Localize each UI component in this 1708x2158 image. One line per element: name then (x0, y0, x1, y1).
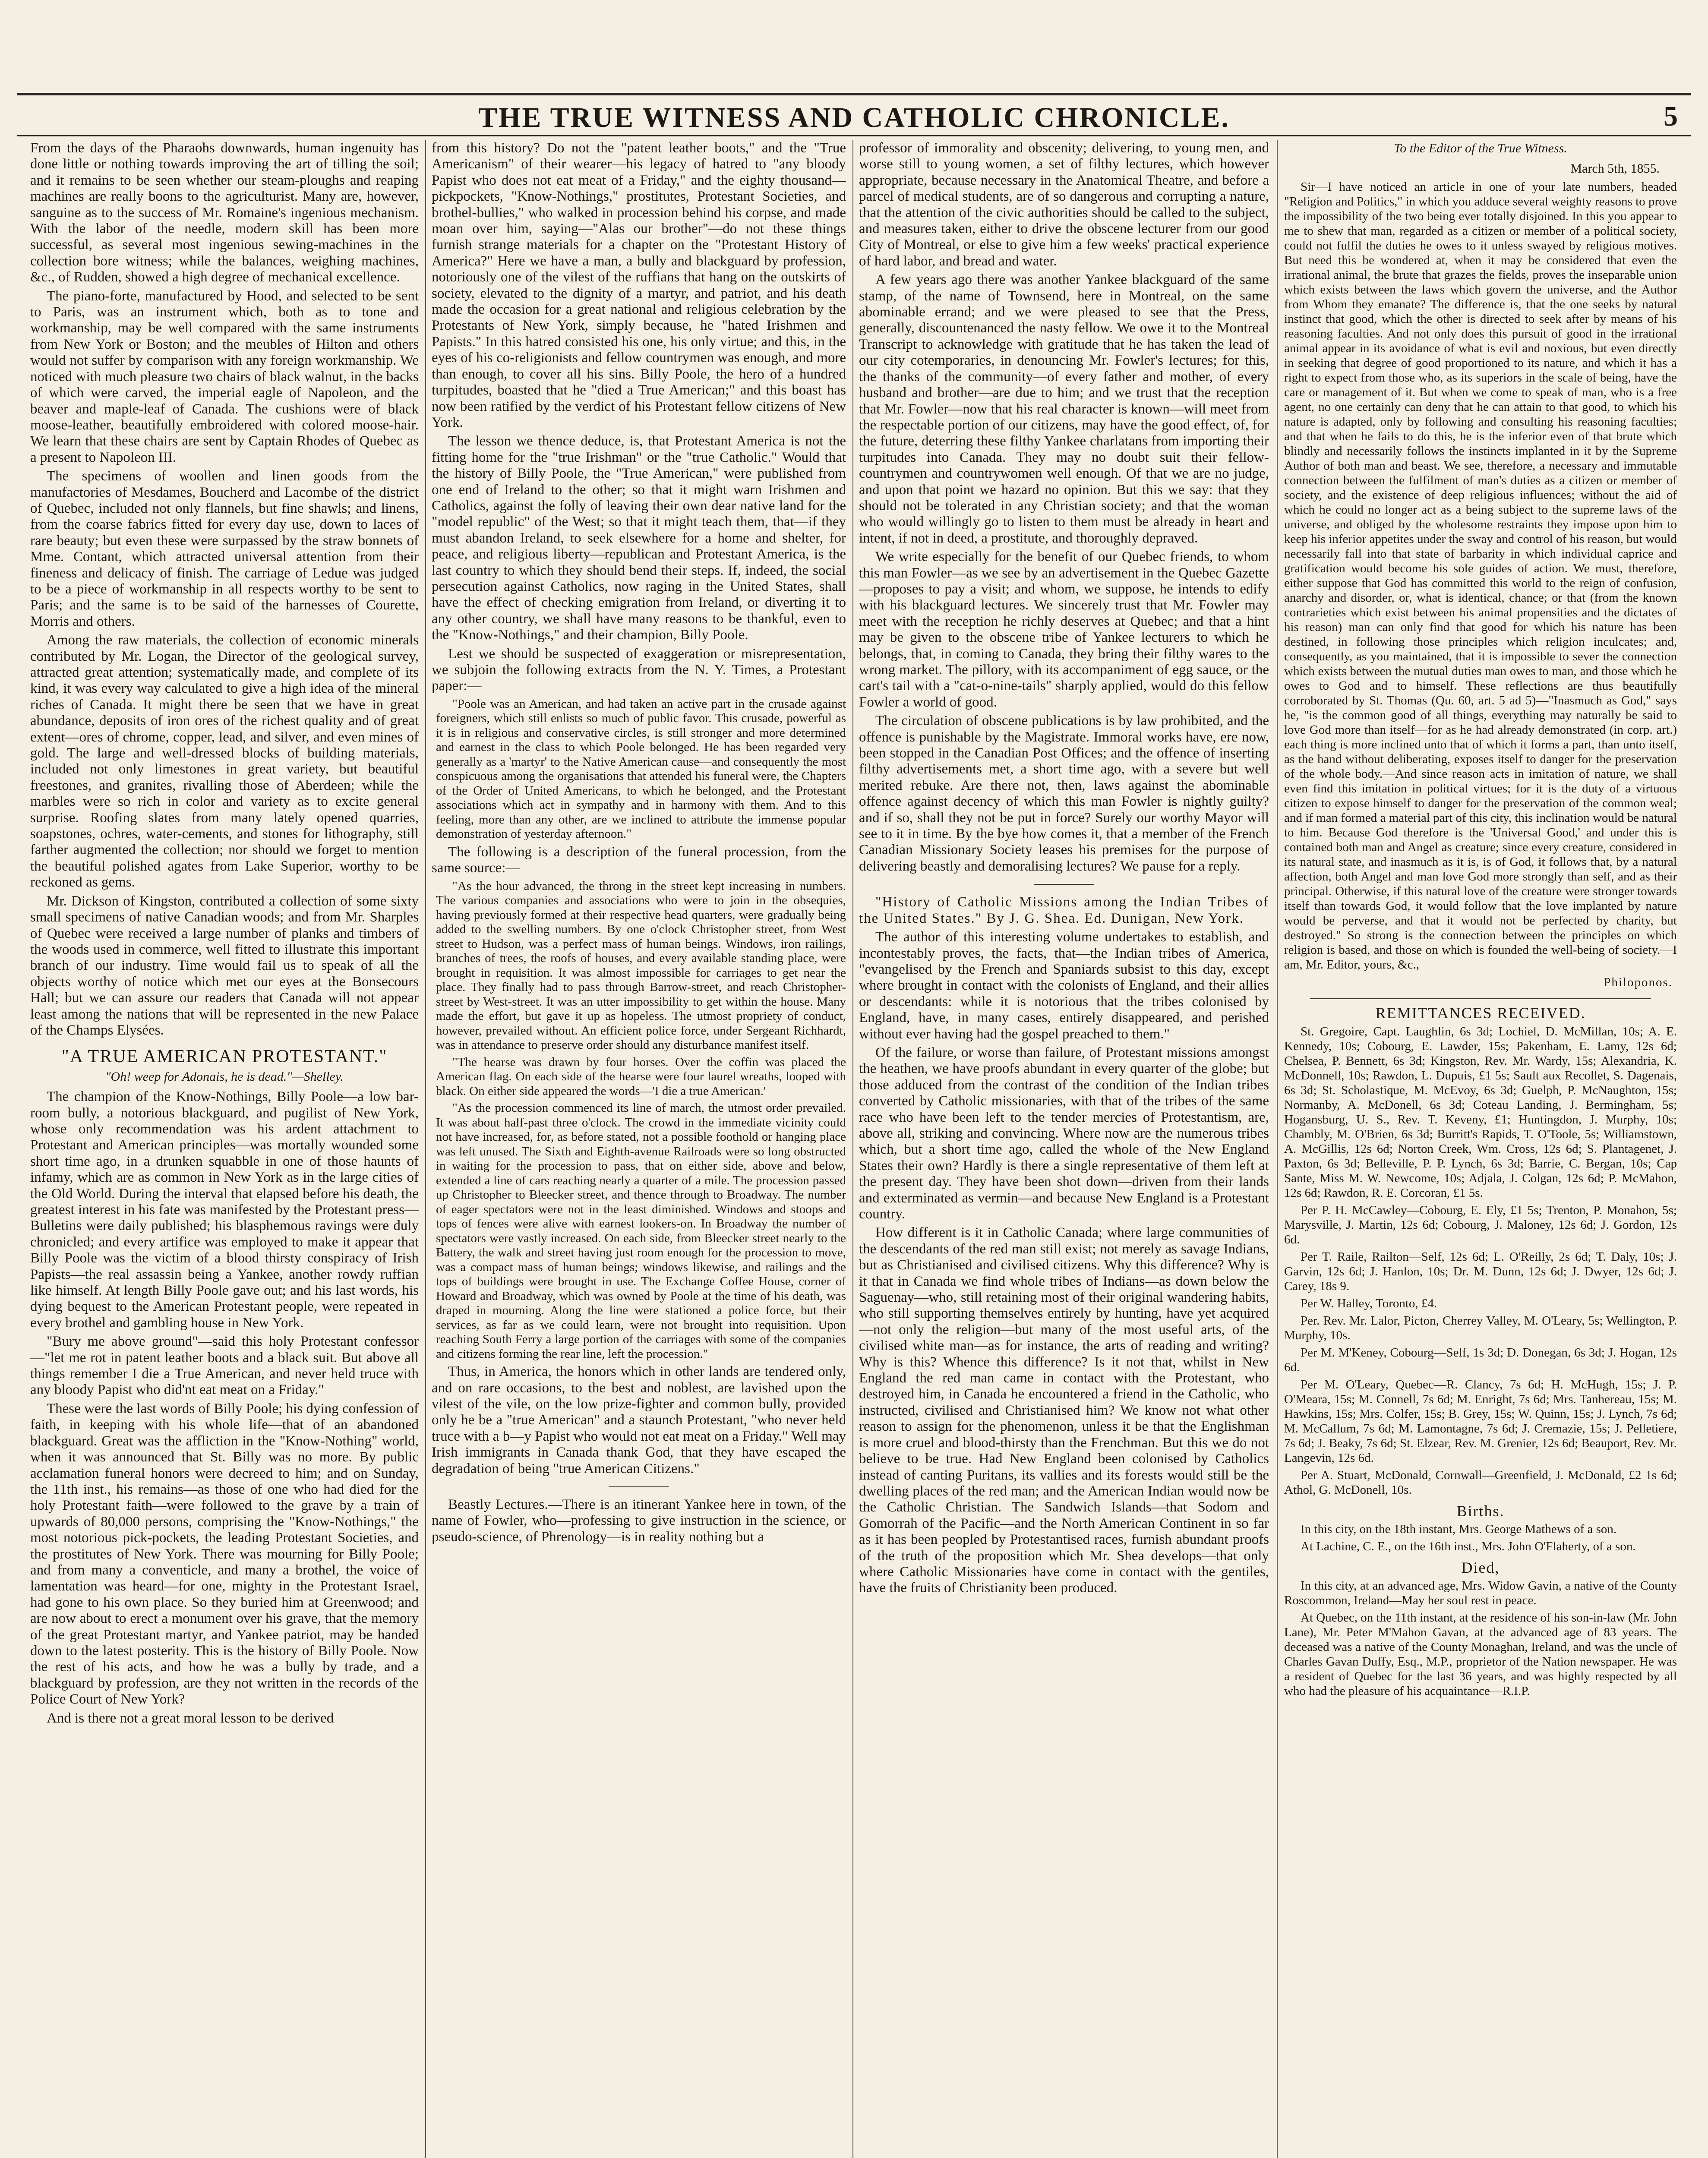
letter-signature: Philoponos. (1604, 975, 1673, 989)
column-1 (30, 140, 419, 2158)
column-divider (1277, 140, 1278, 2158)
remittance-entry: Per W. Halley, Toronto, £4. (1301, 1296, 1437, 1310)
remittances-heading: REMITTANCES RECEIVED. (1375, 1004, 1586, 1022)
death-notice: In this city, at an advanced age, Mrs. Widow Gavin, a native of the County Roscommon, Ireland—May her soul rest in peace. (1284, 1579, 1677, 1608)
column-2 (432, 140, 846, 2158)
quoted-extract: "As the hour advanced, the throng in the street kept increasing in numbers. The various companies and associations who were to join in the obsequies, having previously formed at their respective head quarters, were gradually being added to the swelling numbers. By one o'clock Christopher street, from West street to Hudson, was a perfect mass of human beings. Windows, iron railings, branches of trees, the roofs of houses, and every available standing place, were brought in requisition. It was almost impossible for carriages to get near the place. They finally had to pass through Barrow-street, and reach Christopher-street by West-street. It was an utter impossibility to get within the house. Many made the effort, but gave it up as hopeless. The utmost propriety of conduct, however, prevailed without. An efficient police force, under Sergeant Richhardt, was in attendance to preserve order should any disturbance manifest itself. (436, 879, 846, 1052)
article-paragraph: Lest we should be suspected of exaggeration or misrepresentation, we subjoin the following extracts from the N. Y. Times, a Protestant paper:— (432, 646, 846, 694)
article-paragraph: A few years ago there was another Yankee blackguard of the same stamp, of the name of Townsend, here in Montreal, on the same abominable errand; and we were pleased to see that the Press, generally, discountenanced the nasty fellow. We owe it to the Montreal Transcript to acknowledge with gratitude that he has taken the lead of our city cotemporaries, in denouncing Mr. Fowler's lectures; for this, the thanks of the community—of every father and mother, of every husband and brother—are due to him; and we trust that the reception that Mr. Fowler—now that his real character is known—will meet from the respectable portion of our citizens, may have the good effect, of, for the future, deterring these filthy Yankee charlatans from importing their turpitudes into Canada. They may no doubt suit their fellow-countrymen and countrywomen well enough. Of that we are no judge, and upon that point we hazard no opinion. But this we say: that they should not be tolerated in any Christian society; and that the woman who would willingly go to listen to them must be already in heart and intent, if not in deed, a prostitute, and thoroughly depraved. (859, 272, 1269, 546)
page-number: 5 (1664, 101, 1678, 132)
deaths-heading: Died, (1461, 1559, 1500, 1577)
epigraph: "Oh! weep for Adonais, he is dead."—Shelley. (105, 1069, 344, 1084)
remittance-entry: Per A. Stuart, McDonald, Cornwall—Greenfield, J. McDonald, £2 1s 6d; Athol, G. McDonell, 10s. (1284, 1468, 1677, 1497)
remittance-entry: Per M. M'Keney, Cobourg—Self, 1s 3d; D. Donegan, 6s 3d; J. Hogan, 12s 6d. (1284, 1345, 1677, 1374)
article-paragraph: The piano-forte, manufactured by Hood, and selected to be sent to Paris, was an instrument which, both as to tone and workmanship, may be well compared with the same instruments from New York or Boston; and the meubles of Hilton and others would not suffer by comparison with any foreign workmanship. We noticed with much pleasure two chairs of black walnut, in the backs of which were carved, the imperial eagle of Napoleon, and the beaver and maple-leaf of Canada. The cushions were of black moose-leather, beautifully embroidered with colored moose-hair. We learn that these chairs are sent by Captain Rhodes of Quebec as a present to Napoleon III. (30, 288, 419, 465)
article-heading: "A TRUE AMERICAN PROTESTANT." (61, 1047, 388, 1067)
article-paragraph: Beastly Lectures.—There is an itinerant Yankee here in town, of the name of Fowler, who—professing to give instruction in the science, or pseudo-science, of Phrenology—is in reality nothing but a (432, 1496, 846, 1545)
remittance-entry: Per T. Raile, Railton—Self, 12s 6d; L. O'Reilly, 2s 6d; T. Daly, 10s; J. Garvin, 12s 6d; J. Hanlon, 10s; Dr. M. Dunn, 12s 6d; J. Dwyer, 12s 6d; J. Carey, 18s 9. (1284, 1249, 1677, 1293)
birth-notice: In this city, on the 18th instant, Mrs. George Mathews of a son. (1301, 1522, 1617, 1536)
column-divider (852, 140, 853, 2158)
article-paragraph: from this history? Do not the "patent leather boots," and the "True Americanism" of their wearer—his legacy of hatred to "any bloody Papist who does not eat meat of a Friday," and the eighty thousand—pickpockets, "Know-Nothings," prostitutes, Protestant Societies, and brothel-bullies," who walked in procession behind his corpse, and made moan over him, saying—"Alas our brother"—do not these things furnish strange materials for a chapter on the "Protestant History of America?" Here we have a man, a bully and blackguard by profession, notoriously one of the vilest of the ruffians that hang on the outskirts of society, elevated to the dignity of a martyr, and patriot, and his death made the occasion for a great national and religious celebration by the Protestants of New York, simply because, he "hated Irishmen and Papists." In this hatred consisted his one, his only virtue; and this, in the eyes of his co-religionists and fellow countrymen was enough, and more than enough, to cover all his sins. Billy Poole, the hero of a hundred turpitudes, boasted that he "died a True American;" and this boast has now been ratified by the verdict of his Protestant fellow citizens of New York. (432, 140, 846, 430)
remittance-entry: Per P. H. McCawley—Cobourg, E. Ely, £1 5s; Trenton, P. Monahon, 5s; Marysville, J. Martin, 12s 6d; Cobourg, J. Maloney, 12s 6d; J. Gordon, 12s 6d. (1284, 1203, 1677, 1246)
births-heading: Births. (1456, 1502, 1505, 1520)
letter-date: March 5th, 1855. (1570, 161, 1660, 176)
letter-body: Sir—I have noticed an article in one of your late numbers, headed "Religion and Politics," in which you adduce several weighty reasons to prove the impossibility of the two being ever totally disjoined. In this you appear to me to shew that man, regarded as a citizen or member of a political society, could not fulfil the duties he owes to it unless swayed by religious motives. But need this be wondered at, when it may be considered that even the irrational animal, the brute that grazes the fields, proves the inseparable union which exists between the laws which govern the universe, and the Author from Whom they emanate? The difference is, that the one seeks by natural instinct that good, which the other is directed to seek after by means of his reasoning faculties. And not only does this pursuit of good in the irrational animal appear in its avoidance of what is evil and noxious, but even directly in seeking that degree of good proportioned to its nature, and which it has a right to expect from those who, as its superiors in the scale of being, have the care or management of it. But when we come to speak of man, who is a free agent, no one certainly can deny that he can attain to that good, to which his nature is adapted, only by following and consulting his reasoning faculties; and that when he fails to do this, he is the inferior even of that brute which blindly and necessarily follows the instincts implanted in it by the Supreme Author of both man and beast. We see, therefore, a necessary and immutable connection between the fulfilment of man's duties as a citizen or member of society, and the existence of deep religious influences; without the aid of which he could no longer act as a being subject to the supreme laws of the universe, and obliged by the wholesome restraints they impose upon him to keep his inferior appetites under the sway and control of his reason, but would necessarily fall into that state of barbarity in which individual caprice and gratification would become his sole guides of action. We must, therefore, either suppose that God has committed this world to the reign of confusion, anarchy and disorder, or, what is identical, chance; or that (from the known contrarieties which exist between his animal propensities and the dictates of his reason) man can only find that good for which his nature has been destined, in following those principles which religion inculcates; and, consequently, as you maintained, that it is impossible to sever the connection which exists between the mutual duties man owes to man, and those which he owes to God and to himself. These reflections are thus beautifully corroborated by St. Thomas (Qu. 60, art. 5 ad 5)—"Inasmuch as God," says he, "is the common good of all things, everything may naturally be said to love God more than itself—for as he had already demonstrated (in corp. art.) each thing is more inclined unto that of which it forms a part, than unto itself, as the hand without deliberating, exposes itself to danger for the preservation of the whole body.—And since reason acts in imitation of nature, we shall even find this imitation in political virtues; for it is the duty of a virtuous citizen to expose himself to danger for the preservation of the common weal; and if man formed a material part of this city, this inclination would be natural to him. Because God therefore is the 'Universal Good,' and under this is contained both man and Angel as creature; since every creature, considered in its natural state, and inasmuch as it is, is of God, it follows that, by a natural affection, both Angel and man love God more strongly than self, and as their principal. Otherwise, if this natural love of the creature were stronger towards itself than towards God, it would follow that the love implanted by nature would be perverse, and that it would not be perfected by charity, but destroyed." So strong is the connection between the principles on which religion is based, and those on which is founded the well-being of society.—I am, Mr. Editor, yours, &c., (1284, 180, 1677, 972)
birth-notice: At Lachine, C. E., on the 16th inst., Mrs. John O'Flaherty, of a son. (1301, 1540, 1636, 1554)
remittance-entry: St. Gregoire, Capt. Laughlin, 6s 3d; Lochiel, D. McMillan, 10s; A. E. Kennedy, 10s; Cobourg, E. Lawder, 15s; Pakenham, E. Lamy, 12s 6d; Chelsea, P. Bennett, 6s 3d; Kingston, Rev. Mr. Wardy, 15s; Alexandria, K. McDonnell, 10s; Rawdon, L. Dupuis, £1 5s; Sault aux Recollet, S. Dagenais, 6s 3d; St. Scholastique, M. McEvoy, 6s 3d; Guelph, P. McNaughton, 15s; Normanby, A. McDonell, 6s 3d; Coteau Landing, J. Bermingham, 5s; Hogansburg, U. S., Rev. T. Keveny, £1; Huntingdon, J. Murphy, 10s; Chambly, M. O'Brien, 6s 3d; Burritt's Rapids, T. O'Toole, 5s; Williamstown, A. McGillis, 12s 6d; Norton Creek, Wm. Cross, 12s 6d; S. Plantagenet, J. Paxton, 6s 3d; Belleville, P. P. Lynch, 6s 3d; Barrie, C. Bergan, 10s; Cap Sante, Miss M. W. Newcome, 10s; Adjala, J. Colgan, 12s 6d; P. McMahon, 12s 6d; Rawdon, R. E. Corcoran, £1 5s. (1284, 1024, 1677, 1200)
quoted-extract: "The hearse was drawn by four horses. Over the coffin was placed the American flag. On each side of the hearse were four laurel wreaths, looped with black. On either side appeared the words—'I die a true American.' (436, 1055, 846, 1098)
article-paragraph: The lesson we thence deduce, is, that Protestant America is not the fitting home for the "true Irishman" or the "true Catholic." Would that the history of Billy Poole, the "True American," were published from one end of Ireland to the other; so that it might warn Irishmen and Catholics, against the folly of leaving their own dear native land for the "model republic" of the West; so that it might teach them, that—if they must abandon Ireland, to seek elsewhere for a home and shelter, for peace, and religious liberty—republican and Protestant America, is the last country to which they should bend their steps. If, indeed, the social persecution against Catholics, now raging in the United States, shall have the effect of checking emigration from Ireland, or diverting it to any other country, we shall have many reasons to be thankful, even to the "Know-Nothings," and their champion, Billy Poole. (432, 433, 846, 643)
article-paragraph: Of the failure, or worse than failure, of Protestant missions amongst the heathen, we have proofs abundant in every quarter of the globe; but those adduced from the contrast of the condition of the Indian tribes converted by Catholic missionaries, with that of the tribes of the same race who have been left to the tender mercies of Protestantism, are, above all, striking and convincing. Where now are the numerous tribes which, but a short time ago, called the whole of the New England States their own? Hardly is there a single representative of them left at the present day. They have been shot down—driven from their lands and exterminated as vermin—and because New England is a Protestant country. (859, 1044, 1269, 1222)
article-paragraph: The specimens of woollen and linen goods from the manufactories of Mesdames, Boucherd and Lacombe of the district of Quebec, included not only flannels, but fine shawls; and linens, from the coarse fabrics fitted for every day use, down to laces of rare beauty; but even these were surpassed by the straw bonnets of Mme. Contant, which attracted universal attention from their fineness and delicacy of finish. The carriage of Ledue was judged to be a piece of workmanship in all respects worthy to be sent to Paris; and the same is to be said of the harnesses of Courette, Morris and others. (30, 468, 419, 629)
letter-address: To the Editor of the True Witness. (1394, 141, 1567, 155)
article-paragraph: Thus, in America, the honors which in other lands are tendered only, and on rare occasions, to the best and noblest, are lavished upon the vilest of the vile, on the low prize-fighter and common bully, provided only he be a "true American" and a staunch Protestant, "who never held truce with a b—y Papist who would not eat meat on a Friday." Well may Irish immigrants in Canada thank God, that they have escaped the degradation of being "true American Citizens." (432, 1364, 846, 1477)
article-paragraph: Mr. Dickson of Kingston, contributed a collection of some sixty small specimens of native Canadian woods; and from Mr. Sharples of Quebec were received a large number of planks and timbers of the woods used in commerce, well fitted to illustrate this important branch of our industry. Time would fail us to speak of all the objects worthy of notice which met our eyes at the Bonsecours Hall; but we can assure our readers that Canada will not appear least among the nations that will be represented in the new Palace of the Champs Elysées. (30, 893, 419, 1038)
article-paragraph: professor of immorality and obscenity; delivering, to young men, and worse still to young women, a set of filthy lectures, which however appropriate, because necessary in the Anatomical Theatre, and before a parcel of medical students, are of so dangerous and corrupting a nature, that the attention of the civic authorities should be called to the subject, and measures taken, either to drive the obscene lecturer from our good City of Montreal, or else to give him a few weeks' practical experience of hard labor, and bread and water. (859, 140, 1269, 269)
column-3 (859, 140, 1269, 2158)
top-rule (17, 93, 1691, 95)
article-paragraph: From the days of the Pharaohs downwards, human ingenuity has done little or nothing towards improving the art of tilling the soil; and it remains to be seen whether our steam-ploughs and reaping machines are really boons to the agriculturist. Many are, however, sanguine as to the success of Mr. Romaine's ingenious mechanism. With the labor of the needle, modern skill has been more successful, as several most ingenious sewing-machines in the collection bore witness; while the balances, weighing machines, &c., of Rudden, showed a high degree of mechanical excellence. (30, 140, 419, 285)
article-paragraph: "Bury me above ground"—said this holy Protestant confessor—"let me rot in patent leather boots and a black suit. But above all things remember I die a True American, and never held truce with any bloody Papist who did'nt eat meat on a Friday." (30, 1334, 419, 1398)
article-paragraph: These were the last words of Billy Poole; his dying confession of faith, in keeping with his whole life—that of an abandoned blackguard. Great was the affliction in the "Know-Nothing" world, when it was announced that St. Billy was no more. By public acclamation funeral honors were decreed to him; and on Sunday, the 11th inst., his remains—as those of one who had died for the holy Protestant faith—were followed to the grave by a train of upwards of 80,000 persons, comprising the "Know-Nothings," the most notorious pick-pockets, the leading Protestant Societies, and the prostitutes of New York. There was mourning for Billy Poole; and from many a conventicle, and many a brothel, the voice of lamentation was heard—for one, mighty in the Protestant Israel, had gone to his own place. So they buried him at Greenwood; and are now about to erect a monument over his grave, that the memory of the great Protestant martyr, and Yankee patriot, may be handed down to the latest posterity. This is the history of Billy Poole. Now the rest of his acts, and how he was a bully by trade, and a blackguard by profession, are they not written in the records of the Police Court of New York? (30, 1401, 419, 1707)
article-paragraph: The champion of the Know-Nothings, Billy Poole—a low bar-room bully, a notorious blackguard, and pugilist of New York, whose only recommendation was his ardent attachment to Protestant and American principles—was mortally wounded some short time ago, in a drunken squabble in one of those haunts of infamy, which are as common in New York as in the large cities of the Old World. During the interval that elapsed before his death, the greatest interest in his fate was manifested by the Protestant press—Bulletins were daily published; his blasphemous ravings were duly chronicled; and every artifice was employed to make it appear that Billy Poole was the victim of a blood thirsty conspiracy of Irish Papists—the real assassin being a Yankee, another rowdy ruffian like himself. At length Billy Poole gave out; and his last words, his dying bequest to the American Protestant people, were repeated in every brothel and gambling house in New York. (30, 1089, 419, 1331)
death-notice: At Quebec, on the 11th instant, at the residence of his son-in-law (Mr. John Lane), Mr. Peter M'Mahon Gavan, at the advanced age of 83 years. The deceased was a native of the County Monaghan, Ireland, and was the uncle of Charles Gavan Duffy, Esq., M.P., proprietor of the Nation newspaper. He was a resident of Quebec for the last 36 years, and was highly respected by all who had the pleasure of his acquaintance—R.I.P. (1284, 1611, 1677, 1698)
section-separator (609, 1486, 669, 1487)
section-separator (1034, 884, 1094, 885)
article-paragraph: The circulation of obscene publications is by law prohibited, and the offence is punishable by the Magistrate. Immoral works have, ere now, been stopped in the Canadian Post Offices; and the offence of inserting filthy advertisements met, a short time ago, with a severe but well merited rebuke. Are there not, then, laws against the abominable offence against decency of which this man Fowler is nightly guilty? and if so, shall they not be put in force? Surely our worthy Mayor will see to it in time. By the bye how comes it, that a member of the French Canadian Missionary Society leases his premises for the purpose of delivering beastly and demoralising lectures? We pause for a reply. (859, 713, 1269, 874)
masthead-title: THE TRUE WITNESS AND CATHOLIC CHRONICLE. (478, 102, 1230, 133)
quoted-extract: "Poole was an American, and had taken an active part in the crusade against foreigners, which still enlists so much of public favor. This crusade, powerful as it is in religious and conservative circles, is still stronger and more determined and earnest in the class to which Poole belonged. He has been regarded very generally as a 'martyr' to the Native American cause—and consequently the most conspicuous among the organisations that attended his funeral were, the Chapters of the Order of United Americans, to which he belonged, and the Protestant associations which act in sympathy and in harmony with them. And to this feeling, more than any other, are we inclined to attribute the immense popular demonstration of yesterday afternoon." (436, 697, 846, 841)
section-separator (1310, 998, 1651, 999)
article-paragraph: We write especially for the benefit of our Quebec friends, to whom this man Fowler—as we see by an advertisement in the Quebec Gazette—proposes to pay a visit; and whom, we suppose, he intends to edify with his blackguard lectures. We sincerely trust that Mr. Fowler may meet with the reception he richly deserves at Quebec; and that a hint may be given to the obscene tribe of Yankee lecturers to which he belongs, that, in coming to Canada, they bring their filthy wares to the wrong market. The pillory, with its accompaniment of egg sauce, or the cart's tail with a "cat-o-nine-tails" sharply applied, would do this fellow Fowler a world of good. (859, 549, 1269, 710)
remittance-entry: Per. Rev. Mr. Lalor, Picton, Cherrey Valley, M. O'Leary, 5s; Wellington, P. Murphy, 10s. (1284, 1313, 1677, 1342)
article-paragraph: How different is it in Catholic Canada; where large communities of the descendants of the red man still exist; not merely as savage Indians, but as Christianised and civilised citizens. Why this difference? Why is it that in Canada we find whole tribes of Indians—as down below the Saguenay—who, still retaining most of their original wandering habits, who still supporting themselves entirely by hunting, have yet acquired—not only the religion—but many of the most useful arts, of the civilised white man—as for instance, the arts of reading and writing? Why is this? Whence this difference? Is it not that, whilst in New England the red man came in contact with the Protestant, who destroyed him, in Canada he encountered a friend in the Catholic, who instructed, civilised and Christianised him? We know not what other reason to assign for the phenomenon, unless it be that the Englishman is more cruel and blood-thirsty than the Frenchman. But this we do not believe to be true. Had New England been colonised by Catholics instead of canting Puritans, its vallies and its forests would still be the dwelling places of the red man; and the American Indian would now be the Catholic Christian. The Sandwich Islands—that Sodom and Gomorrah of the Pacific—and the North American Continent in so far as it has been peopled by Protestantised races, furnish abundant proofs of the truth of the proposition which Mr. Shea develops—that only where Catholic Missionaries have come in contact with the gentiles, have the fruits of Christianity been produced. (859, 1225, 1269, 1596)
article-paragraph: Among the raw materials, the collection of economic minerals contributed by Mr. Logan, the Director of the geological survey, attracted great attention; systematically made, and complete of its kind, it was every way calculated to give a high idea of the mineral riches of Canada. It might there be seen that we have in great abundance, deposits of iron ores of the richest quality and of great extent—ores of chrome, copper, lead, and silver, and even mines of gold. The large and well-dressed blocks of building materials, included not only limestones in great variety, but beautiful freestones, and granites, rivalling those of Aberdeen; while the marbles were so rich in color and variety as to excite general surprise. Roofing slates from many lately opened quarries, soapstones, ochres, water-cements, and stones for lithography, still farther augmented the collection; nor should we forget to mention the beautiful polished agates from Lake Superior, worthy to be reckoned as gems. (30, 632, 419, 890)
column-divider (425, 140, 426, 2158)
article-paragraph: The author of this interesting volume undertakes to establish, and incontestably proves, the facts, that—the Indian tribes of America, "evangelised by the French and Spaniards subsist to this day, except where brought in contact with the colonists of England, and their allies or descendants: while it is notorious that the tribes colonised by England, have, in many cases, entirely disappeared, and perished without ever having had the gospel preached to them." (859, 929, 1269, 1042)
quoted-extract: "As the procession commenced its line of march, the utmost order prevailed. It was about half-past three o'clock. The crowd in the immediate vicinity could not have increased, for, as before stated, not a possible foothold or hanging place was left unused. The Sixth and Eighth-avenue Railroads were so long obstructed in waiting for the procession to pass, that on either side, above and below, extended a line of cars reaching nearly a quarter of a mile. The procession passed up Christopher to Bleecker street, and thence through to Broadway. The number of eager spectators were not in the least diminished. Windows and stoops and tops of fences were alive with earnest lookers-on. In Broadway the number of spectators were vastly increased. On each side, from Bleecker street nearly to the Battery, the walk and street having just room enough for the procession to move, was a compact mass of human beings; windows likewise, and railings and the tops of buildings were brought in use. The Exchange Coffee House, corner of Howard and Broadway, which was owned by Poole at the time of his death, was draped in mourning. Along the line were stationed a police force, but their services, as far as we could learn, were not brought into requisition. Upon reaching South Ferry a large portion of the carriages with some of the companies and citizens forming the rear line, left the procession." (436, 1101, 846, 1361)
masthead-rule (17, 135, 1691, 136)
article-paragraph: And is there not a great moral lesson to be derived (47, 1710, 334, 1726)
column-4 (1284, 140, 1677, 2158)
article-paragraph: The following is a description of the funeral procession, from the same source:— (432, 844, 846, 876)
review-title: "History of Catholic Missions among the Indian Tribes of the United States." By J. G. Shea. Ed. Dunigan, New York. (859, 894, 1269, 926)
remittance-entry: Per M. O'Leary, Quebec—R. Clancy, 7s 6d; H. McHugh, 15s; J. P. O'Meara, 15s; M. Connell, 7s 6d; M. Enright, 7s 6d; Mrs. Tanhereau, 15s; M. Hawkins, 15s; Mrs. Colfer, 15s; B. Grey, 15s; W. Quinn, 15s; J. Lynch, 7s 6d; M. McCallum, 7s 6d; M. Lamontagne, 7s 6d; J. Cremazie, 15s; J. Pelletiere, 7s 6d; J. Beaky, 7s 6d; St. Elzear, Rev. M. Grenier, 12s 6d; Beauport, Rev. Mr. Langevin, 12s 6d. (1284, 1377, 1677, 1465)
